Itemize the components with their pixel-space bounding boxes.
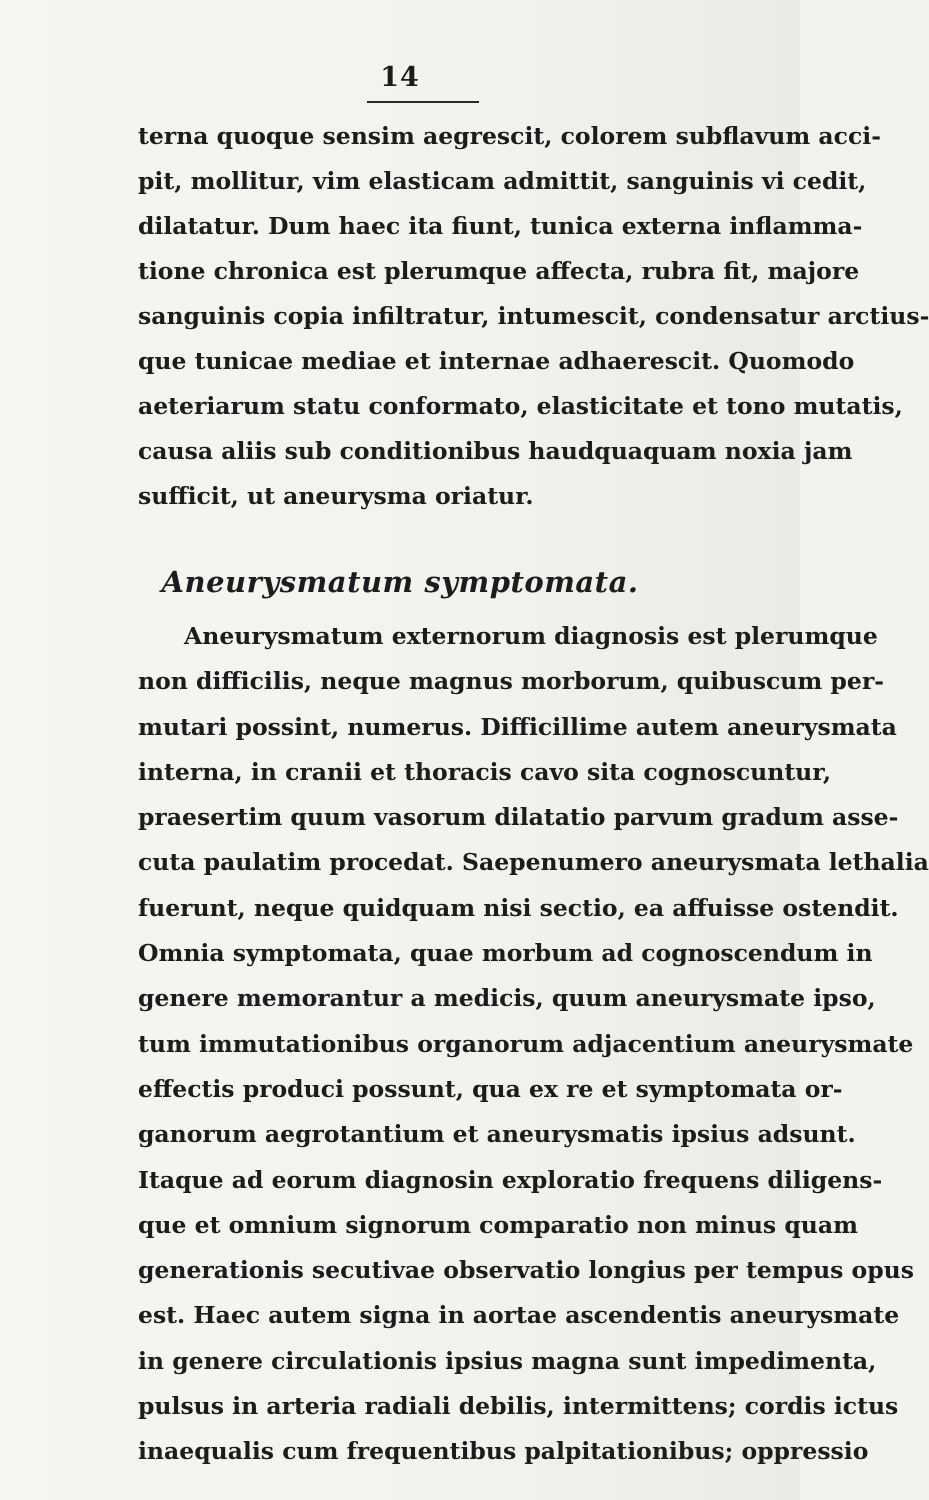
text-line: que et omnium signorum comparatio non minus quam bbox=[138, 1210, 858, 1239]
section-heading: Aneurysmatum symptomata. bbox=[161, 565, 639, 599]
text-line: praesertim quum vasorum dilatatio parvum gradum asse- bbox=[138, 803, 899, 832]
text-line: genere memorantur a medicis, quum aneurysmate ipso, bbox=[138, 984, 876, 1013]
text-line: pulsus in arteria radiali debilis, intermittens; cordis ictus bbox=[138, 1392, 899, 1421]
text-line: inaequalis cum frequentibus palpitationibus; oppressio bbox=[138, 1437, 869, 1466]
paragraph-1 bbox=[138, 114, 929, 519]
text-line: aeteriarum statu conformato, elasticitate et tono mutatis, bbox=[138, 392, 903, 420]
text-line: sufficit, ut aneurysma oriatur. bbox=[138, 482, 534, 510]
text-line: est. Haec autem signa in aortae ascendentis aneurysmate bbox=[138, 1301, 900, 1330]
text-line: que tunicae mediae et internae adhaerescit. Quomodo bbox=[138, 347, 855, 375]
text-line: non difficilis, neque magnus morborum, quibuscum per- bbox=[138, 667, 884, 696]
text-line: cuta paulatim procedat. Saepenumero aneurysmata lethalia bbox=[138, 848, 929, 877]
text-line: pit, mollitur, vim elasticam admittit, sanguinis vi cedit, bbox=[138, 167, 867, 195]
text-line: interna, in cranii et thoracis cavo sita cognoscuntur, bbox=[138, 757, 832, 786]
text-line: causa aliis sub conditionibus haudquaquam noxia jam bbox=[138, 437, 853, 465]
paragraph-2 bbox=[138, 614, 929, 1475]
text-line: tum immutationibus organorum adjacentium aneurysmate bbox=[138, 1029, 914, 1058]
text-line: Itaque ad eorum diagnosin exploratio frequens diligens- bbox=[138, 1165, 883, 1194]
page-number-rule bbox=[367, 101, 479, 103]
text-line: generationis secutivae observatio longius per tempus opus bbox=[138, 1256, 914, 1285]
text-line: in genere circulationis ipsius magna sunt impedimenta, bbox=[138, 1346, 877, 1375]
text-line: ganorum aegrotantium et aneurysmatis ipsius adsunt. bbox=[138, 1120, 856, 1149]
text-line: Omnia symptomata, quae morbum ad cognoscendum in bbox=[138, 939, 873, 968]
text-line: mutari possint, numerus. Difficillime autem aneurysmata bbox=[138, 712, 897, 741]
text-line: sanguinis copia infiltratur, intumescit, condensatur arctius- bbox=[138, 302, 929, 330]
page-number: 14 bbox=[380, 62, 420, 93]
text-line: tione chronica est plerumque affecta, rubra fit, majore bbox=[138, 257, 860, 285]
text-line: dilatatur. Dum haec ita fiunt, tunica externa inflamma- bbox=[138, 212, 863, 240]
text-line: fuerunt, neque quidquam nisi sectio, ea affuisse ostendit. bbox=[138, 893, 899, 922]
text-line: Aneurysmatum externorum diagnosis est plerumque bbox=[184, 622, 878, 650]
text-line: effectis produci possunt, qua ex re et symptomata or- bbox=[138, 1074, 843, 1103]
text-line: terna quoque sensim aegrescit, colorem subflavum acci- bbox=[138, 122, 881, 150]
